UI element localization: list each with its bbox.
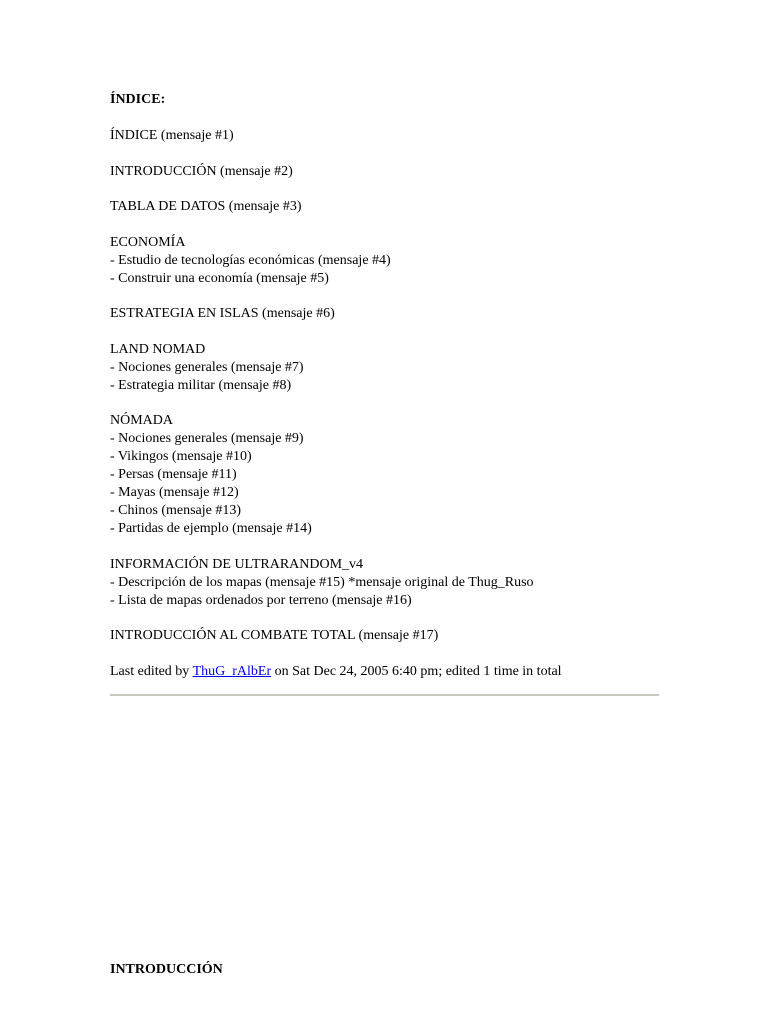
index-section-item: - Vikingos (mensaje #10): [110, 449, 252, 464]
post-body: [110, 91, 670, 681]
index-section-heading: NÓMADA: [110, 413, 173, 428]
index-sections: [110, 127, 670, 645]
index-section-item: - Construir una economía (mensaje #5): [110, 270, 329, 286]
index-section-item: - Persas (mensaje #11): [110, 467, 237, 482]
index-section-heading: TABLA DE DATOS (mensaje #3): [110, 199, 302, 214]
index-section-item: - Mayas (mensaje #12): [110, 485, 239, 500]
author-link[interactable]: ThuG_rAlbEr: [192, 663, 272, 679]
index-section-item: - Descripción de los mapas (mensaje #15) *mensaje original de Thug_Ruso: [110, 574, 534, 590]
next-section-title: INTRODUCCIÓN: [110, 962, 223, 977]
index-section: [110, 305, 670, 323]
index-section-item: - Chinos (mensaje #13): [110, 503, 242, 518]
edit-note-suffix: on Sat Dec 24, 2005 6:40 pm; edited 1 time in total: [271, 663, 562, 679]
index-section-item: - Estudio de tecnologías económicas (mensaje #4): [110, 252, 391, 268]
index-section-item: - Estrategia militar (mensaje #8): [110, 377, 292, 393]
index-section: [110, 198, 670, 216]
index-section: [110, 627, 670, 645]
index-section-heading: INTRODUCCIÓN AL COMBATE TOTAL (mensaje #17): [110, 628, 439, 643]
index-section-item: - Nociones generales (mensaje #9): [110, 431, 304, 446]
index-section: [110, 234, 670, 288]
index-section-item: - Lista de mapas ordenados por terreno (mensaje #16): [110, 592, 412, 608]
index-section-heading: ESTRATEGIA EN ISLAS (mensaje #6): [110, 306, 335, 321]
index-section-heading: ECONOMÍA: [110, 234, 186, 250]
index-section: [110, 127, 670, 145]
index-section-item: - Partidas de ejemplo (mensaje #14): [110, 521, 312, 536]
edit-note: [110, 663, 670, 681]
index-title: ÍNDICE:: [110, 92, 166, 107]
index-section-heading: ÍNDICE (mensaje #1): [110, 128, 234, 143]
index-section-heading: INTRODUCCIÓN (mensaje #2): [110, 163, 293, 179]
post-divider: [110, 694, 659, 696]
index-section-heading: INFORMACIÓN DE ULTRARANDOM_v4: [110, 556, 364, 572]
index-section: [110, 556, 670, 610]
index-section: [110, 412, 670, 538]
index-section-heading: LAND NOMAD: [110, 341, 206, 357]
index-section: [110, 163, 670, 181]
index-section-item: - Nociones generales (mensaje #7): [110, 359, 304, 375]
index-section: [110, 341, 670, 395]
edit-note-prefix: Last edited by: [110, 663, 193, 679]
